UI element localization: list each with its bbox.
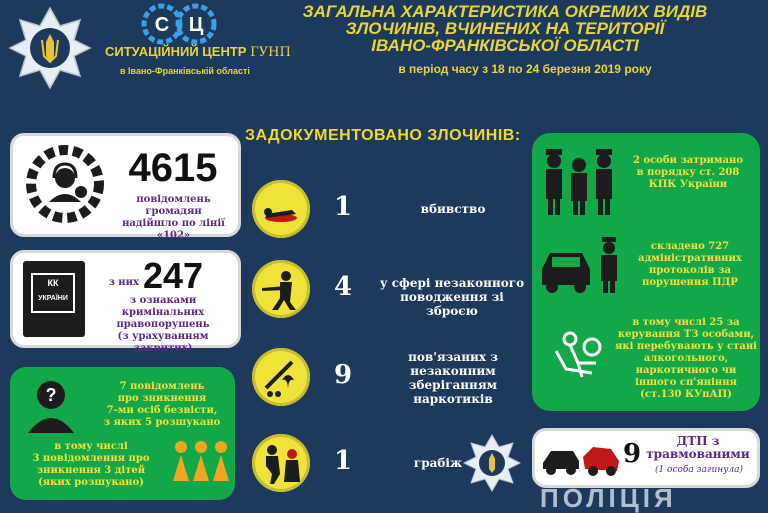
drunk-line-6: іншого сп'яніння (635, 377, 737, 388)
weapon-icon (252, 260, 310, 318)
murder-label: вбивство (420, 202, 486, 216)
detained-line-1: 2 особи затримано (632, 155, 744, 166)
missing-text-top (94, 381, 230, 429)
period-text: в період часу з 18 по 24 березня 2019 року (398, 62, 652, 76)
detained-line-2: в порядку ст. 208 (636, 167, 740, 178)
situation-center-logo (140, 3, 220, 49)
protocols-line-3: протоколів за (649, 265, 731, 276)
accidents-label-line-1: ДТП з (676, 434, 720, 448)
weapons-label (376, 276, 528, 318)
robbery-label: грабіж (413, 456, 463, 470)
criminal-code-book-icon (23, 261, 85, 337)
missing-line-2: про зникнення (117, 393, 207, 404)
protocols-text (624, 241, 756, 289)
org-name-text: СИТУАЦІЙНИЙ ЦЕНТР (105, 44, 247, 59)
protocols-line-1: складено 727 (650, 241, 730, 252)
reports-text-line-1: з ознаками кримінальних (121, 295, 205, 318)
book-subtitle: УКРАЇНИ (38, 295, 68, 302)
accidents-count: 9 (623, 439, 642, 469)
title-line-3: ІВАНО-ФРАНКІВСЬКОЇ ОБЛАСТІ (371, 36, 639, 55)
robbery-icon (252, 434, 310, 492)
detained-line-3: КПК України (648, 179, 728, 190)
missing-line-8: (яких розшукано) (38, 477, 144, 488)
drugs-icon (252, 348, 310, 406)
calls-text-line-2: надійшло по лінії «102» (122, 218, 225, 241)
question-mark: ? (45, 385, 57, 405)
accidents-card (532, 428, 760, 488)
missing-line-4: з яких 5 розшукано (103, 417, 221, 428)
protocols-line-4: порушення ПДР (642, 277, 738, 288)
missing-text-bottom (16, 441, 166, 489)
reports-text (89, 295, 237, 355)
drunk-line-5: наркотичного чи (635, 365, 737, 376)
protocols-line-2: адміністративних (638, 253, 742, 264)
title-line-2: ЗЛОЧИНІВ, ВЧИНЕНИХ НА ТЕРИТОРІЇ (345, 19, 665, 38)
svg-text:С: С (154, 14, 170, 36)
weapons-label-line-2: поводження зі зброєю (400, 290, 504, 318)
title-line-1: ЗАГАЛЬНА ХАРАКТЕРИСТИКА ОКРЕМИХ ВИДІВ (302, 2, 708, 21)
robbery-count: 1 (334, 446, 353, 476)
drunk-line-1: в тому числі 25 за (632, 317, 740, 328)
calls-card (10, 133, 241, 241)
drugs-label (378, 350, 528, 406)
calls-value: 4615 (128, 146, 218, 190)
operator-icon (25, 144, 105, 224)
reports-text-line-2: правопорушень (116, 319, 210, 330)
police-officers-icon (540, 143, 618, 221)
police-watermark: ПОЛІЦІЯ (540, 483, 677, 513)
drugs-label-line-4: наркотиків (413, 392, 493, 406)
drugs-label-line-2: незаконним (410, 364, 496, 378)
children-icon (170, 437, 232, 487)
calls-text-line-1: повідомлень громадян (136, 194, 211, 217)
accidents-label (643, 435, 753, 461)
weapons-count: 4 (334, 272, 353, 302)
missing-line-3: 7-ми осіб безвісти, (106, 405, 218, 416)
police-badge-icon (462, 433, 522, 497)
detained-text (620, 155, 756, 191)
reports-text-line-3: (з урахуванням закритих) (117, 331, 209, 354)
drunk-line-3: які перебувають у стані (615, 341, 757, 352)
accidents-note: (1 особа загинула) (654, 465, 744, 475)
reports-value: 247 (143, 255, 204, 296)
crime-row-drugs (248, 342, 528, 412)
reports-prefix: з них (108, 277, 139, 288)
drugs-label-line-3: зберіганням (408, 378, 498, 392)
book-title: КК (47, 278, 59, 288)
traffic-stop-icon (538, 235, 622, 299)
drugs-label-line-1: пов'язаних з (408, 350, 498, 364)
car-crash-icon (541, 439, 621, 481)
criminal-reports-card (10, 250, 241, 354)
crime-row-murder (248, 180, 528, 240)
drugs-count: 9 (334, 360, 353, 390)
drunk-line-2: керування ТЗ особами, (617, 329, 755, 340)
org-subtitle: в Івано-Франківській області (120, 66, 250, 76)
drunk-driving-text (614, 317, 758, 401)
drunk-driver-icon (548, 329, 608, 385)
drunk-line-7: (ст.130 КУпАП) (640, 389, 732, 400)
accidents-label-line-2: травмованими (646, 447, 750, 461)
section-title: ЗАДОКУМЕНТОВАНО ЗЛОЧИНІВ: (245, 127, 521, 144)
missing-persons-card (10, 367, 235, 500)
org-name-suffix: ГУНП (250, 45, 291, 60)
police-stats-panel (532, 133, 760, 411)
murder-icon (252, 180, 310, 238)
calls-text (111, 194, 236, 242)
missing-person-icon (24, 377, 78, 439)
drunk-line-4: алкогольного, (643, 353, 729, 364)
missing-line-6: 3 повідомлення про (32, 453, 150, 464)
crime-row-weapons (248, 260, 528, 320)
missing-line-5: в тому числі (54, 441, 128, 452)
missing-line-1: 7 повідомлень (119, 381, 205, 392)
weapons-label-line-1: у сфері незаконного (379, 276, 525, 290)
murder-count: 1 (334, 192, 353, 222)
svg-text:Ц: Ц (188, 14, 204, 36)
missing-line-7: зникнення 3 дітей (36, 465, 146, 476)
police-star-logo (8, 6, 92, 94)
page-title (250, 3, 760, 54)
